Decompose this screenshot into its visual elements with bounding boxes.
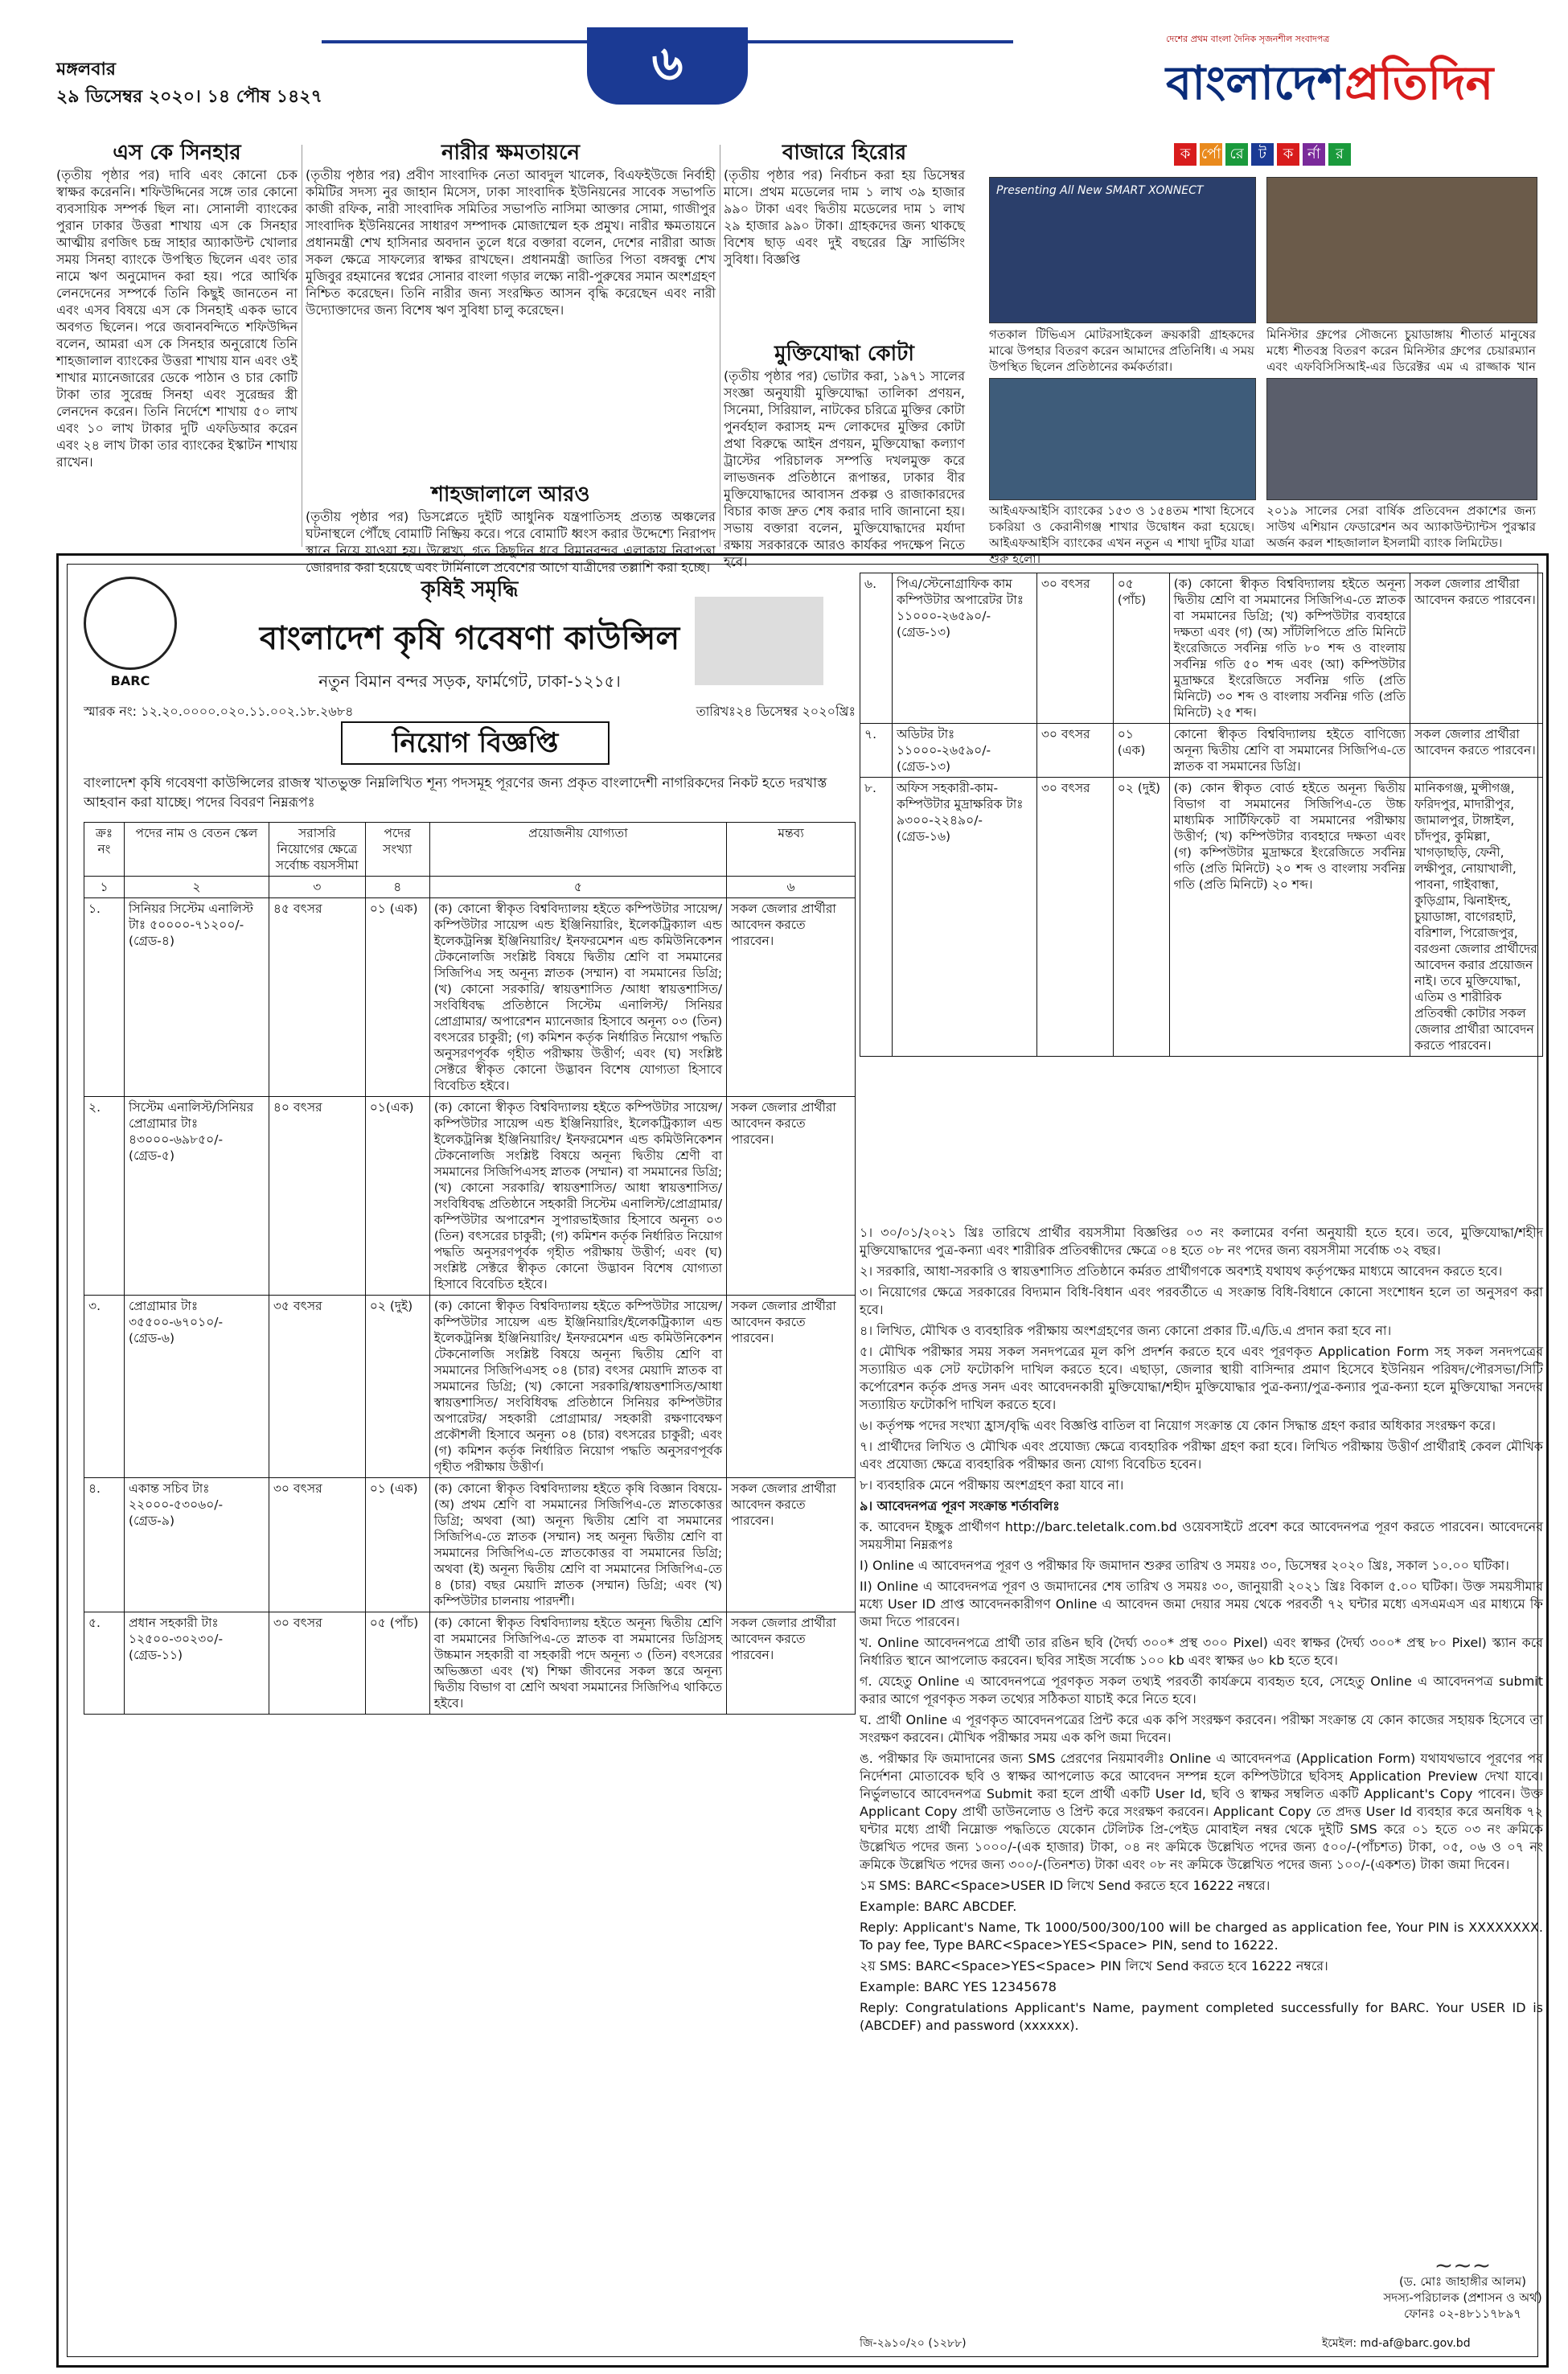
- term-item: খ. Online আবেদনপত্রে প্রার্থী তার রঙিন ছবি (দৈর্ঘ্য ৩০০* প্রস্থ ৩০০ Pixel) এবং স্বাক্ষর (দৈর্ঘ্য ৩০০* প্রস্থ ৮০ Pixel) স্ক্যান করে নির্ধারিত স্থানে আপলোড করবেন। ছবির সাইজ সর্বোচ্চ ১০০ kb এবং স্বাক্ষর ৬০ kb হতে হবে।: [860, 1635, 1543, 1668]
- posts-table-left: [84, 822, 856, 1715]
- post-serial: ১.: [84, 898, 125, 1097]
- date-label: ২৯ ডিসেম্বর ২০২০। ১৪ পৌষ ১৪২৭: [56, 87, 322, 107]
- signature-block: [1370, 2252, 1555, 2322]
- post-requirement: (ক) কোনো স্বীকৃত বিশ্ববিদ্যালয় হইতে কম্পিউটার সায়েন্স/কম্পিউটার সায়েন্স এন্ড ইঞ্জিনিয়ারিং/ইলেকট্রিক্যাল এন্ড ইলেকট্রনিক্স ইঞ্জিনিয়ারিং/ ইনফরমেশন এন্ড কমিউনিকেশন টেকনোলজি সংশ্লিষ্ট বিষয়ে অনূন্য দ্বিতীয় শ্রেণি বা সমমানের সিজিপিএসহ ০৪ (চার) বৎসর মেয়াদি স্নাতক বা সমমানের ডিগ্রি; (খ) কোনো সরকারি/স্বায়ত্তশাসিত/আধা স্বায়ত্তশাসিত/ সংবিধিবদ্ধ প্রতিষ্ঠানে সিনিয়র কম্পিউটার অপারেটর/ সহকারী প্রোগ্রামার/ সহকারী রক্ষণাবেক্ষণ প্রকৌশলী হিসাবে অনূন্য ০৪ (চার) বৎসরের চাকুরী; এবং (গ) কমিশন কর্তৃক নির্ধারিত নিয়োগ পদ্ধতি অনুসরণপূর্বক গৃহীত পরীক্ষায় উত্তীর্ণ।: [429, 1296, 726, 1478]
- terms-and-conditions: [860, 1224, 1543, 2038]
- post-count: ০২ (দুই): [1113, 778, 1169, 1057]
- signer-title: সদস্য-পরিচালক (প্রশাসন ও অর্থ): [1383, 2290, 1542, 2305]
- post-requirement: কোনো স্বীকৃত বিশ্ববিদ্যালয় হইতে বাণিজ্যে অনূন্য দ্বিতীয় শ্রেণি বা সমমানের সিজিপিএ-তে স্নাতক বা সমমানের ডিগ্রি।: [1169, 724, 1410, 778]
- article-title: শাহজালালে আরও: [431, 483, 590, 507]
- article-body: (তৃতীয় পৃষ্ঠার পর) ডিসপ্লেতে দুইটি আধুনিক যন্ত্রপাতিসহ প্রত্যন্ত অঞ্চলের ঘটনাস্থলে পৌঁছে বোমাটি নিষ্ক্রিয় করে। পরে বোমাটি ধ্বংস করার উদ্দেশ্যে নিরাপদ স্থানে নিয়ে যাওয়া হয়। উল্লেখ্য, গত কিছুদিন ধরে বিমানবন্দর এলাকায় নিরাপত্তা জোরদার করা হয়েছে এবং টার্মিনালে প্রবেশের আগে যাত্রীদের তল্লাশি করা হচ্ছে।: [306, 509, 716, 575]
- sms-step: ২য় SMS: BARC<Space>YES<Space> PIN লিখে Send করতে হবে 16222 নম্বরে।: [860, 1958, 1328, 1974]
- news-article-hero: [724, 141, 965, 268]
- post-serial: ২.: [84, 1097, 125, 1296]
- term-item: ৭। প্রার্থীদের লিখিত ও মৌখিক এবং প্রযোজ্য ক্ষেত্রে ব্যবহারিক পরীক্ষা গ্রহণ করা হবে। লিখিত পরীক্ষায় উত্তীর্ণ প্রার্থীরাই কেবল মৌখিক এবং প্রযোজ্য ক্ষেত্রে ব্যবহারিক পরীক্ষার জন্য যোগ্য বিবেচিত হবেন।: [860, 1439, 1543, 1472]
- post-serial: ৩.: [84, 1296, 125, 1478]
- memo-date: তারিখঃ২৪ ডিসেম্বর ২০২০খ্রিঃ: [696, 704, 856, 719]
- post-age: ৩০ বৎসর: [1036, 778, 1113, 1057]
- organization-address: নতুন বিমান বন্দর সড়ক, ফার্মগেট, ঢাকা-১২১৫।: [318, 672, 621, 691]
- post-requirement: (ক) কোনো স্বীকৃত বিশ্ববিদ্যালয় হইতে কম্পিউটার সায়েন্স/ কম্পিউটার সায়েন্স এন্ড ইঞ্জিনিয়ারিং, ইলেকট্রিক্যাল এন্ড ইলেকট্রনিক্স ইঞ্জিনিয়ারিং/ ইনফরমেশন এন্ড কমিউনিকেশন টেকনোলজি সংশ্লিষ্ট বিষয়ে অনূন্য দ্বিতীয় শ্রেণী বা সমমানের সিজিপিএসহ স্নাতক (সম্মান) বা সমমানের ডিগ্রি; (খ) কোনো সরকারি/ স্বায়ত্তশাসিত/ আধা স্বায়ত্তশাসিত/সংবিধিবদ্ধ প্রতিষ্ঠানে সহকারী সিস্টেম এনালিস্ট/প্রোগ্রামার/ কম্পিউটার অপারেশন সুপারভাইজার হিসাবে অনূন্য ০৩ (তিন) বৎসরের চাকুরী; (গ) কমিশন কর্তৃক নির্ধারিত নিয়োগ পদ্ধতি অনুসরণপূর্বক গৃহীত পরীক্ষায় উত্তীর্ণ; এবং (ঘ) সংশ্লিষ্ট সেক্টরে স্বীকৃত কোনো উদ্ভাবন বিশেষ যোগ্যতা হিসাবে বিবেচিত হইবে।: [429, 1097, 726, 1296]
- memo-line: [84, 701, 856, 723]
- term-item: ২। সরকারি, আধা-সরকারি ও স্বায়ত্তশাসিত প্রতিষ্ঠানে কর্মরত প্রার্থীগণকে অবশ্যই যথাযথ কর্তৃপক্ষের মাধ্যমে আবেদন করতে হবে।: [860, 1263, 1503, 1279]
- news-article-freedom-quota: [724, 342, 965, 570]
- post-requirement: (ক) কোন স্বীকৃত বোর্ড হইতে অনূন্য দ্বিতীয় বিভাগ বা সমমানের সিজিপিএ-তে উচ্চ মাধ্যমিক সার্টিফিকেট বা সমমানের পরীক্ষায় উত্তীর্ণ; (খ) কম্পিউটার ব্যবহারে দক্ষতা এবং (গ) কম্পিউটার মুদ্রাক্ষরে ইংরেজিতে সর্বনিম্ন গতি (প্রতি মিনিটে) ২০ শব্দ ও বাংলায় সর্বনিম্ন গতি (প্রতি মিনিটে) ২০ শব্দ।: [1169, 778, 1410, 1057]
- post-count: ০১(এক): [365, 1097, 429, 1296]
- photo-caption: আইএফআইসি ব্যাংকের ১৫৩ ও ১৫৪তম শাখা হিসেবে চকরিয়া ও কেরানীগঞ্জ শাখার উদ্বোধন করা হয়েছে। আইএফআইসি ব্যাংকের এখন নতুন এ শাখা দুটির যাত্রা শুরু হলো।: [989, 503, 1254, 566]
- page-number-banner: [322, 32, 1013, 103]
- column-number: ৪: [365, 877, 429, 898]
- organization-name: বাংলাদেশ কৃষি গবেষণা কাউন্সিল: [259, 620, 680, 657]
- post-name: অফিস সহকারী-কাম-কম্পিউটার মুদ্রাক্ষরিক টাঃ ৯৩০০-২২৪৯০/- (গ্রেড-১৬): [892, 778, 1036, 1057]
- post-name: পিএ/স্টেনোগ্রাফিক কাম কম্পিউটার অপারেটর টাঃ ১১০০০-২৬৫৯০/- (গ্রেড-১৩): [892, 573, 1036, 724]
- header-count: পদের সংখ্যা: [365, 823, 429, 877]
- term-item: ঙ. পরীক্ষার ফি জমাদানের জন্য SMS প্রেরণের নিয়মাবলীঃ Online এ আবেদনপত্র (Application Form) যথাযথভাবে পূরণের পর নির্দেশনা মোতাবেক ছবি ও স্বাক্ষর আপলোড করে আবেদন সম্পন্ন হলে কম্পিউটারে ছবিসহ Application Preview দেখা যাবে। নির্ভুলভাবে আবেদনপত্র Submit করা হলে প্রার্থী একটি User Id, ছবি ও স্বাক্ষর সম্বলিত একটি Applicant's Copy পাবেন। উক্ত Applicant Copy প্রার্থী ডাউনলোড ও প্রিন্ট করে সংরক্ষণ করবেন। Applicant Copy তে প্রদত্ত User Id ব্যবহার করে অনধিক ৭২ ঘন্টার মধ্যে প্রার্থী নিম্নোক্ত পদ্ধতিতে যেকোন টেলিটক প্রি-পেইড মোবাইল নম্বর থেকে দুইটি SMS করে ০১ হতে ০৩ নং ক্রমিকে উল্লেখিত পদের জন্য ১০০০/-(এক হাজার) টাকা, ০৪ নং ক্রমিকে উল্লেখিত পদের জন্য ৫০০/-(পাঁচশত) টাকা, ০৫, ০৬ ও ০৭ নং ক্রমিকে উল্লেখিত পদের জন্য ৩০০/-(তিনশত) টাকা এবং ০৮ নং ক্রমিকে উল্লেখিত পদের জন্য ১০০/-(একশত) টাকা জমা দিবেন।: [860, 1751, 1543, 1872]
- post-count: ০৫ (পাঁচ): [1113, 573, 1169, 724]
- post-age: ৩০ বৎসর: [269, 1612, 365, 1715]
- notice-title: নিয়োগ বিজ্ঞপ্তি: [341, 721, 610, 765]
- sms-step: Example: BARC ABCDEF.: [860, 1899, 1017, 1914]
- mujib-year-logo-icon: [695, 597, 823, 685]
- title-letter: ক: [1174, 143, 1197, 166]
- post-remarks: সকল জেলার প্রার্থীরা আবেদন করতে পারবেন।: [727, 898, 856, 1097]
- post-name: অডিটর টাঃ ১১০০০-২৬৫৯০/- (গ্রেড-১৩): [892, 724, 1036, 778]
- term-item: গ. যেহেতু Online এ আবেদনপত্রে পূরণকৃত সকল তথ্যই পরবর্তী কার্যক্রমে ব্যবহৃত হবে, সেহেতু Online এ আবেদনপত্র submit করার আগে পূরণকৃত সকল তথ্যের সঠিকতা যাচাই করে নিতে হবে।: [860, 1674, 1543, 1707]
- corporate-corner: [981, 137, 1544, 566]
- date-block: [56, 56, 322, 111]
- post-age: ৩০ বৎসর: [1036, 573, 1113, 724]
- logo-tagline: দেশের প্রথম বাংলা দৈনিক সৃজনশীল সংবাদপত্র: [1166, 34, 1330, 44]
- column-number: ৩: [269, 877, 365, 898]
- photo-shahjalal-award: [1266, 378, 1537, 500]
- table-row: [860, 573, 1543, 724]
- photo-caption: ২০১৯ সালের সেরা বার্ষিক প্রতিবেদন প্রকাশের জন্য সাউথ এশিয়ান ফেডারেশন অব অ্যাকাউন্ট্যান্টস পুরস্কার অর্জন করল শাহজালাল ইসলামী ব্যাংক লিমিটেড।: [1266, 503, 1536, 550]
- photo-caption: মিনিস্টার গ্রুপের সৌজন্যে চুয়াডাঙ্গায় শীতার্ত মানুষের মধ্যে শীতবস্ত্র বিতরণ করেন মিনিস্টার গ্রুপের চেয়ারম্যান এবং এফবিসিসিআই-এর ডিরেক্টর এম এ রাজ্জাক খান: [1266, 327, 1536, 374]
- posts-table-right: [860, 573, 1543, 1057]
- column-number: ৬: [727, 877, 856, 898]
- signature-scribble-icon: ~~~: [1434, 2252, 1492, 2278]
- newspaper-logo[interactable]: [1166, 32, 1536, 121]
- photo-caption: গতকাল টিভিএস মোটরসাইকেল ক্রয়কারী গ্রাহকদের মাঝে উপহার বিতরণ করেন আমাদের প্রতিনিধি। এ সময় উপস্থিত ছিলেন প্রতিষ্ঠানের কর্মকর্তারা।: [989, 327, 1254, 374]
- barc-logo-text: BARC: [110, 673, 150, 688]
- article-title: নারীর ক্ষমতায়নে: [441, 141, 580, 165]
- table-row: [860, 778, 1543, 1057]
- title-letter: র্পো: [1200, 143, 1222, 166]
- header-post: পদের নাম ও বেতন স্কেল: [124, 823, 269, 877]
- term-item: I) Online এ আবেদনপত্র পূরণ ও পরীক্ষার ফি জমাদান শুরুর তারিখ ও সময়ঃ ৩০, ডিসেম্বর ২০২০ খ্রিঃ, সকাল ১০.০০ ঘটিকা।: [860, 1558, 1509, 1573]
- column-number: ১: [84, 877, 125, 898]
- post-count: ০৫ (পাঁচ): [365, 1612, 429, 1715]
- header-requirement: প্রয়োজনীয় যোগ্যতা: [429, 823, 726, 877]
- table-row: [84, 1097, 856, 1296]
- post-name: প্রোগ্রামার টাঃ ৩৫৫০০-৬৭০১০/- (গ্রেড-৬): [124, 1296, 269, 1478]
- column-number: ৫: [429, 877, 726, 898]
- title-letter: ট: [1251, 143, 1274, 166]
- post-requirement: (ক) কোনো স্বীকৃত বিশ্ববিদ্যালয় হইতে কম্পিউটার সায়েন্স/কম্পিউটার সায়েন্স এন্ড ইঞ্জিনিয়ারিং, ইলেকট্রিক্যাল এন্ড ইলেকট্রনিক্স ইঞ্জিনিয়ারিং/ ইনফরমেশন এন্ড কমিউনিকেশন টেকনোলজি সংশ্লিষ্ট বিষয়ে দ্বিতীয় শ্রেণি বা সমমানের সিজিপিএ সহ অনূন্য স্নাতক (সম্মান) বা সমমানের ডিগ্রি; (খ) কোনো সরকারি/ স্বায়ত্তশাসিত /আধা স্বায়ত্তশাসিত/সংবিধিবদ্ধ প্রতিষ্ঠানে সিস্টেম এনালিস্ট/ সিনিয়র প্রোগ্রামার/ অপারেশন ম্যানেজার হিসাবে অনূন্য ০৩ (তিন) বৎসরের চাকুরী; (গ) কমিশন কর্তৃক নির্ধারিত নিয়োগ পদ্ধতি অনুসরণপূর্বক গৃহীত পরীক্ষায় উত্তীর্ণ; এবং (ঘ) সংশ্লিষ্ট সেক্টরে স্বীকৃত কোনো উদ্ভাবন বিশেষ যোগ্যতা হিসাবে বিবেচিত হইবে।: [429, 898, 726, 1097]
- term-item: ৫। মৌখিক পরীক্ষার সময় সকল সনদপত্রের মূল কপি প্রদর্শন করতে হবে এবং পূরণকৃত Application Form সহ সকল সনদপত্রের সত্যায়িত এক সেট ফটোকপি দাখিল করতে হবে। এছাড়া, জেলার স্থায়ী বাসিন্দার প্রমাণ হিসেবে ইউনিয়ন পরিষদ/পৌরসভা/সিটি কর্পোরেশন কর্তৃক প্রদত্ত সনদ এবং আবেদনকারী মুক্তিযোদ্ধা/শহীদ মুক্তিযোদ্ধার পুত্র-কন্যা/পুত্র-কন্যার পুত্র-কন্যা হলে মুক্তিযোদ্ধা সনদের সত্যায়িত ফটোকপি দাখিল করতে হবে।: [860, 1344, 1543, 1412]
- header-remarks: মন্তব্য: [727, 823, 856, 877]
- post-age: ৪০ বৎসর: [269, 1097, 365, 1296]
- title-letter: রে: [1225, 143, 1248, 166]
- term-item: ঘ. প্রার্থী Online এ পূরণকৃত আবেদনপত্রের প্রিন্ট করে এক কপি সংরক্ষণ করবেন। পরীক্ষা সংক্রান্ত যে কোন কাজের সহায়ক হিসেবে তা সংরক্ষণ করবেন। মৌখিক পরীক্ষার সময় এক কপি জমা দিবেন।: [860, 1712, 1543, 1745]
- term-item: II) Online এ আবেদনপত্র পূরণ ও জমাদানের শেষ তারিখ ও সময়ঃ ৩০, জানুয়ারী ২০২১ খ্রিঃ বিকাল ৫.০০ ঘটিকা। উক্ত সময়সীমার মধ্যে User ID প্রাপ্ত আবেদনকারীগণ Online এ আবেদন জমা দেয়ার সময় থেকে পরবর্তী ৭২ ঘন্টার মধ্যে এসএমএস এর মাধ্যমে ফি জমা দিতে পারবেন।: [860, 1579, 1543, 1629]
- term-item: ৩। নিয়োগের ক্ষেত্রে সরকারের বিদ্যমান বিধি-বিধান এবং পরবর্তীতে এ সংক্রান্ত বিধি-বিধানে কোনো সংশোধন হলে তা অনুসরণ করা হবে।: [860, 1284, 1543, 1317]
- post-serial: ৮.: [860, 778, 893, 1057]
- news-article-women: [306, 141, 716, 318]
- sms-step: Reply: Congratulations Applicant's Name, payment completed successfully for BARC. Your USER ID is (ABCDEF) and password (xxxxxx).: [860, 2000, 1543, 2033]
- article-body: (তৃতীয় পৃষ্ঠার পর) নির্বাচন করা হয় ডিসেম্বর মাসে। প্রথম মডেলের দাম ১ লাখ ৩৯ হাজার ৯৯০ টাকা এবং দ্বিতীয় মডেলের দাম ১ লাখ ২৯ হাজার ৯৯০ টাকা। গ্রাহকদের জন্য থাকছে বিশেষ ছাড় এবং দুই বছরের ফ্রি সার্ভিসিং সুবিধা। বিজ্ঞপ্তি: [724, 167, 965, 267]
- post-requirement: (ক) কোনো স্বীকৃত বিশ্ববিদ্যালয় হইতে কৃষি বিজ্ঞান বিষয়ে- (অ) প্রথম শ্রেণি বা সমমানের সিজিপিএ-তে স্নাতকোত্তর ডিগ্রি; অথবা (আ) অনূন্য দ্বিতীয় শ্রেণি বা সমমানের সিজিপিএ-তে স্নাতক (সম্মান) সহ অনূন্য দ্বিতীয় শ্রেণি বা সমমানের সিজিপিএ-তে স্নাতকোত্তর বা সমমানের ডিগ্রি; অথবা (ই) অনূন্য দ্বিতীয় শ্রেণি বা সমমানের সিজিপিএ-তে ৪ (চার) বছর মেয়াদি স্নাতক (সম্মান) ডিগ্রি; এবং (খ) কম্পিউটার চালনায় পারদর্শী।: [429, 1478, 726, 1612]
- photo-ific-bank: [989, 378, 1256, 500]
- table-row: [84, 1478, 856, 1612]
- post-serial: ৬.: [860, 573, 893, 724]
- term-item: ৯। আবেদনপত্র পূরণ সংক্রান্ত শর্তাবলিঃ: [860, 1498, 1060, 1514]
- table-row: [84, 898, 856, 1097]
- notice-intro: বাংলাদেশ কৃষি গবেষণা কাউন্সিলের রাজস্ব খাতভুক্ত নিম্নলিখিত শূন্য পদসমূহ পূরণের জন্য প্রকৃত বাংলাদেশী নাগরিকদের নিকট হতে দরখাস্ত আহবান করা যাচ্ছে। পদের বিবরণ নিম্নরূপঃ: [84, 775, 827, 811]
- signer-phone: ফোনঃ ০২-৪৮১১৭৮৯৭: [1404, 2306, 1521, 2321]
- post-name: সিনিয়র সিস্টেম এনালিস্ট টাঃ ৫০০০০-৭১২০০/- (গ্রেড-৪): [124, 898, 269, 1097]
- post-serial: ৭.: [860, 724, 893, 778]
- post-serial: ৪.: [84, 1478, 125, 1612]
- post-age: ৩০ বৎসর: [269, 1478, 365, 1612]
- ad-frame: [67, 564, 1543, 2357]
- post-count: ০২ (দুই): [365, 1296, 429, 1478]
- post-remarks: সকল জেলার প্রার্থীরা আবেদন করতে পারবেন।: [727, 1612, 856, 1715]
- post-remarks: মানিকগঞ্জ, মুন্সীগঞ্জ, ফরিদপুর, মাদারীপুর, জামালপুর, টাঙ্গাইল, চাঁদপুর, কুমিল্লা, খাগড়াছড়ি, ফেনী, লক্ষীপুর, নোয়াখালী, পাবনা, গাইবান্ধা, কুড়িগ্রাম, ঝিনাইদহ, চুয়াডাঙ্গা, বাগেরহাট, বরিশাল, পিরোজপুর, বরগুনা জেলার প্রার্থীদের আবেদন করার প্রয়োজন নাই। তবে মুক্তিযোদ্ধা, এতিম ও শারীরিক প্রতিবন্ধী কোটার সকল জেলার প্রার্থীরা আবেদন করতে পারবেন।: [1410, 778, 1543, 1057]
- article-body: (তৃতীয় পৃষ্ঠার পর) দাবি এবং কোনো চেক স্বাক্ষর করেননি। শফিউদ্দিনের সঙ্গে তার কোনো ব্যবসায়িক সম্পর্ক ছিল না। সোনালী ব্যাংকের পুরান ঢাকার উত্তরা শাখায় এস কে সিনহার আত্মীয় রণজিৎ চন্দ্র সাহার অ্যাকাউন্ট খোলার সময় সিনহা ব্যাংকে উপস্থিত ছিলেন এবং তার নামে ঋণ অনুমোদন করা হয়। পরে আর্থিক লেনদেনের সম্পর্কে তিনি কিছুই জানতেন না এবং এসব বিষয়ে এস কে সিনহাই একক ভাবে অবগত ছিলেন। পরে জবানবন্দিতে শফিউদ্দিন বলেন, আমরা এস কে সিনহার অনুরোধে তিনি শাহজালাল ব্যাংকের উত্তরা শাখায় যান এবং ওই শাখার ম্যানেজারের ডেকে পাঠান ও চার কোটি টাকা তার সুরেন্দ্র সিনহা এবং সুরেন্দ্রর স্ত্রী লেনদেন করেন। তিনি নির্দেশে শাখায় ৫০ লাখ এবং ১০ লাখ টাকার দুটি এফডিআর করেন এবং ২৪ লাখ টাকা তার ব্যাংকের ইস্কাটন শাখায় রাখেন।: [56, 167, 298, 470]
- logo-accent: প্রতিদিন: [1344, 55, 1494, 110]
- post-name: একান্ত সচিব টাঃ ২২০০০-৫৩০৬০/- (গ্রেড-৯): [124, 1478, 269, 1612]
- article-title: বাজারে হিরোর: [782, 141, 907, 165]
- corporate-corner-title: [981, 140, 1544, 166]
- term-item: ক. আবেদন ইচ্ছুক প্রার্থীগণ http://barc.teletalk.com.bd ওয়েবসাইটে প্রবেশ করে আবেদনপত্র পূরণ করতে পারবেন। আবেদনের সময়সীমা নিম্নরূপঃ: [860, 1519, 1543, 1552]
- header-age: সরাসরি নিয়োগের ক্ষেত্রে সর্বোচ্চ বয়সসীমা: [269, 823, 365, 877]
- term-item: ৬। কর্তৃপক্ষ পদের সংখ্যা হ্রাস/বৃদ্ধি এবং বিজ্ঞপ্তি বাতিল বা নিয়োগ সংক্রান্ত যে কোন সিদ্ধান্ত গ্রহণ করার অধিকার সংরক্ষণ করে।: [860, 1418, 1496, 1433]
- term-item: ১। ৩০/০১/২০২১ খ্রিঃ তারিখে প্রার্থীর বয়সসীমা বিজ্ঞপ্তির ০৩ নং কলামের বর্ণনা অনুযায়ী হতে হবে। তবে, মুক্তিযোদ্ধা/শহীদ মুক্তিযোদ্ধাদের পুত্র-কন্যা এবং শারীরিক প্রতিবন্ধীদের ক্ষেত্রে ০৪ হতে ০৮ নং পদের জন্য বয়সসীমা সর্বোচ্চ ৩২ বছর।: [860, 1225, 1543, 1258]
- post-count: ০১ (এক): [1113, 724, 1169, 778]
- article-title: এস কে সিনহার: [113, 141, 241, 165]
- term-item: ৮। ব্যবহারিক মেনে পরীক্ষায় অংশগ্রহণ করা যাবে না।: [860, 1477, 1124, 1493]
- post-name: সিস্টেম এনালিস্ট/সিনিয়র প্রোগ্রামার টাঃ ৪৩০০০-৬৯৮৫০/- (গ্রেড-৫): [124, 1097, 269, 1296]
- post-remarks: সকল জেলার প্রার্থীরা আবেদন করতে পারবেন।: [1410, 724, 1543, 778]
- memo-number: স্মারক নং: ১২.২০.০০০০.০২০.১১.০০২.১৮.২৬৮৪: [84, 704, 354, 719]
- ad-code: জি-২৯১০/২০ (১২৮৮): [860, 2337, 967, 2350]
- post-count: ০১ (এক): [365, 898, 429, 1097]
- day-label: মঙ্গলবার: [56, 60, 116, 80]
- photo-banner-text: Presenting All New SMART XONNECT: [996, 184, 1204, 197]
- column-number: ২: [124, 877, 269, 898]
- term-item: ৪। লিখিত, মৌখিক ও ব্যবহারিক পরীক্ষায় অংশগ্রহণের জন্য কোনো প্রকার টি.এ/ডি.এ প্রদান করা হবে না।: [860, 1323, 1392, 1338]
- photo-minister-group: [1266, 177, 1537, 323]
- slogan: কৃষিই সমৃদ্ধি: [421, 577, 519, 602]
- article-body: (তৃতীয় পৃষ্ঠার পর) ভোটার করা, ১৯৭১ সালের সংজ্ঞা অনুযায়ী মুক্তিযোদ্ধা তালিকা প্রণয়ন, সিনেমা, সিরিয়াল, নাটকের চরিত্রে মুক্তির কোটা পুনর্বহাল করাসহ মন্দ লোকদের মুক্তির কোটা প্রথা বিরুদ্ধে আইন প্রণয়ন, মুক্তিযোদ্ধা কল্যাণ ট্রাস্টের পরিচালক সম্পত্তি দখলমুক্ত করে লাভজনক প্রতিষ্ঠানে রূপান্তর, ঢাকার বীর মুক্তিযোদ্ধাদের আবাসন প্রকল্প ও রাজাকারদের বিচার কাজ দ্রুত শেষ করার দাবি জানানো হয়। সভায় বক্তারা বলেন, মুক্তিযোদ্ধাদের মর্যাদা রক্ষায় সরকারকে আরও কার্যকর পদক্ষেপ নিতে হবে।: [724, 368, 965, 569]
- photo-tvs-event: [989, 177, 1256, 323]
- post-name: প্রধান সহকারী টাঃ ১২৫০০-৩০২৩০/- (গ্রেড-১১): [124, 1612, 269, 1715]
- table-row: [860, 724, 1543, 778]
- post-requirement: (ক) কোনো স্বীকৃত বিশ্ববিদ্যালয় হইতে অনূন্য দ্বিতীয় শ্রেণি বা সমমানের সিজিপিএ-তে স্নাতক বা সমমানের ডিগ্রি; (খ) কম্পিউটার ব্যবহারে দক্ষতা এবং (গ) (অ) সাঁটলিপিতে প্রতি মিনিটে ইংরেজিতে সর্বনিম্ন গতি ৮০ শব্দ ও বাংলায় সর্বনিম্ন গতি ৫০ শব্দ এবং (আ) কম্পিউটার মুদ্রাক্ষরে ইংরেজিতে সর্বনিম্ন গতি (প্রতি মিনিটে) ৩০ শব্দ ও বাংলায় সর্বনিম্ন গতি (প্রতি মিনিটে) ২৫ শব্দ।: [1169, 573, 1410, 724]
- signer-email[interactable]: ইমেইল: md-af@barc.gov.bd: [1322, 2337, 1471, 2350]
- article-title: মুক্তিযোদ্ধা কোটা: [774, 342, 914, 366]
- masthead: [0, 0, 1568, 137]
- article-body: (তৃতীয় পৃষ্ঠার পর) প্রবীণ সাংবাদিক নেতা আবদুল খালেক, বিএফইউজে নির্বাহী কমিটির সদস্য নুর জাহান মিসেস, ঢাকা সাংবাদিক ইউনিয়নের সাবেক সভাপতি কাজী রফিক, নারী সাংবাদিক সমিতির সভাপতি নাসিমা আক্তার সোমা, গাজীপুর সাংবাদিক ইউনিয়নের সাধারণ সম্পাদক মোজাম্মেল হক প্রমুখ। নারীর ক্ষমতায়নে প্রধানমন্ত্রী শেখ হাসিনার অবদান তুলে ধরে বক্তারা বলেন, দেশের নারীরা আজ সকল ক্ষেত্রে সাফল্যের স্বাক্ষর রাখছেন। প্রধানমন্ত্রী জাতির পিতা বঙ্গবন্ধু শেখ মুজিবুর রহমানের স্বপ্নের সোনার বাংলা গড়ার লক্ষ্যে নারী-পুরুষের সমান অংশগ্রহণ নিশ্চিত করেছেন। তিনি নারীর জন্য সংরক্ষিত আসন বৃদ্ধি করেছেন এবং নারী উদ্যোক্তাদের জন্য বিশেষ ঋণ সুবিধা চালু করেছেন।: [306, 167, 716, 318]
- header-serial: ক্রঃ নং: [84, 823, 125, 877]
- sms-step: Example: BARC YES 12345678: [860, 1979, 1057, 1994]
- title-letter: ক: [1277, 143, 1299, 166]
- post-remarks: সকল জেলার প্রার্থীরা আবেদন করতে পারবেন।: [727, 1478, 856, 1612]
- news-article-sinha: [56, 141, 298, 470]
- post-age: ৩৫ বৎসর: [269, 1296, 365, 1478]
- post-age: ৩০ বৎসর: [1036, 724, 1113, 778]
- sms-step: Reply: Applicant's Name, Tk 1000/500/300/100 will be charged as application fee, Your PIN is XXXXXXXX. To pay fee, Type BARC<Space>YES<Space> PIN, send to 16222.: [860, 1920, 1543, 1953]
- title-letter: র্না: [1303, 143, 1325, 166]
- job-notice-advertisement: [56, 553, 1549, 2368]
- signer-name: (ড. মোঃ জাহাঙ্গীর আলম): [1398, 2274, 1527, 2289]
- post-remarks: সকল জেলার প্রার্থীরা আবেদন করতে পারবেন।: [727, 1296, 856, 1478]
- post-count: ০১ (এক): [365, 1478, 429, 1612]
- table-row: [84, 1612, 856, 1715]
- table-row: [84, 1296, 856, 1478]
- logo-main: বাংলাদেশ: [1166, 55, 1345, 110]
- post-requirement: (ক) কোনো স্বীকৃত বিশ্ববিদ্যালয় হইতে অনূন্য দ্বিতীয় শ্রেণি বা সমমানের সিজিপিএ-তে স্নাতক বা সমমানের ডিগ্রিসহ উচ্চমান সহকারী বা সহকারী পদে অনূন্য ৩ (তিন) বৎসরের অভিজ্ঞতা এবং (খ) শিক্ষা জীবনের সকল স্তরে অনূন্য দ্বিতীয় বিভাগ বা শ্রেণি অথবা সমমানের সিজিপিএ থাকিতে হইবে।: [429, 1612, 726, 1715]
- post-remarks: সকল জেলার প্রার্থীরা আবেদন করতে পারবেন।: [1410, 573, 1543, 724]
- title-letter: র: [1328, 143, 1351, 166]
- post-remarks: সকল জেলার প্রার্থীরা আবেদন করতে পারবেন।: [727, 1097, 856, 1296]
- page-number: ৬: [587, 27, 748, 105]
- post-serial: ৫.: [84, 1612, 125, 1715]
- post-age: ৪৫ বৎসর: [269, 898, 365, 1097]
- sms-step: ১ম SMS: BARC<Space>USER ID লিখে Send করতে হবে 16222 নম্বরে।: [860, 1878, 1270, 1893]
